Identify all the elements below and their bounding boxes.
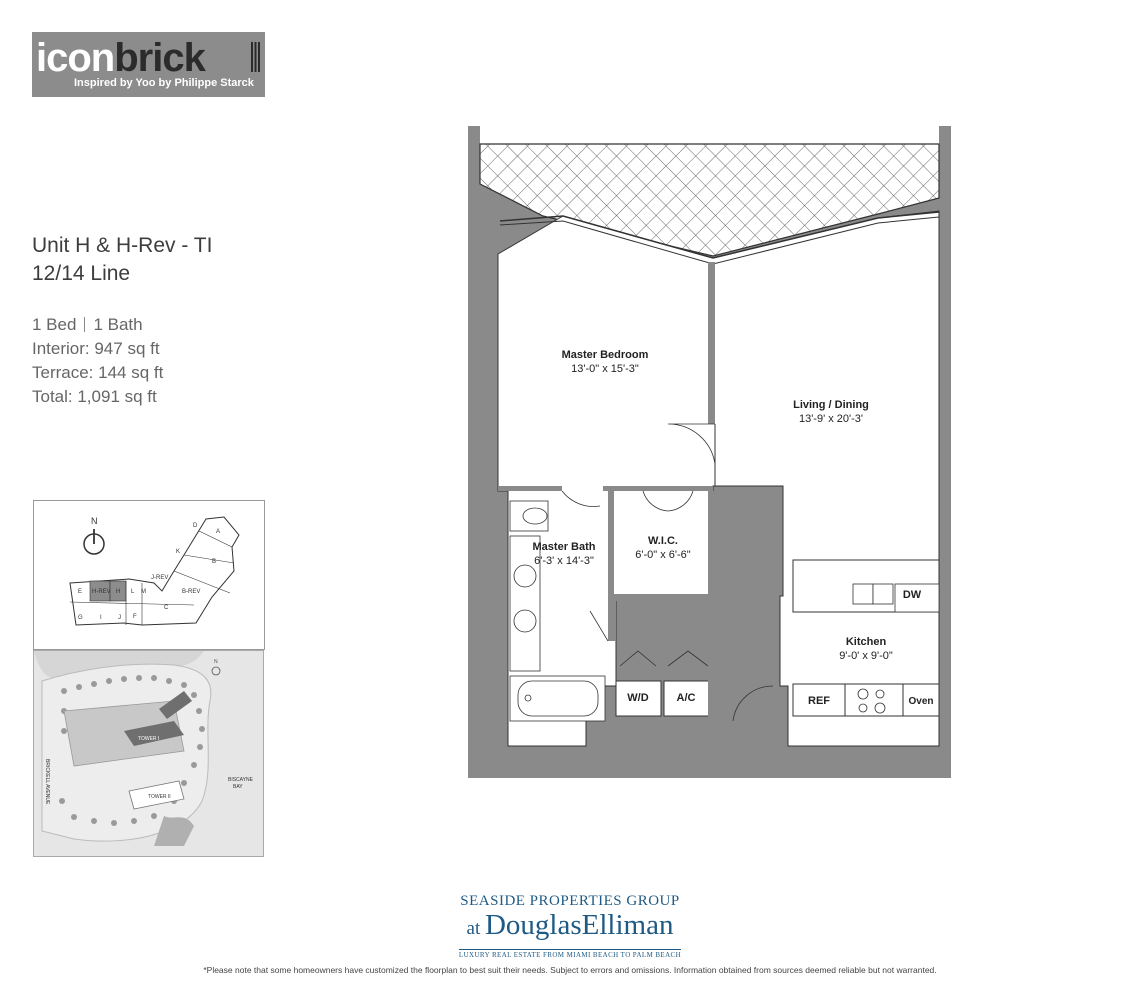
key-plan xyxy=(33,500,265,650)
ac-label: A/C xyxy=(676,692,696,704)
bay-label-2: BAY xyxy=(233,784,243,790)
oven-label: Oven xyxy=(908,696,934,707)
floor-plan xyxy=(468,126,951,778)
key-label-f: F xyxy=(133,614,137,620)
master-bedroom-dims: 13'-0" x 15'-3" xyxy=(571,363,639,375)
master-bath-dims: 6'-3' x 14'-3" xyxy=(534,555,594,567)
key-label-k: K xyxy=(176,549,181,555)
kitchen-sink-icon xyxy=(853,584,873,604)
wd-label: W/D xyxy=(627,692,649,704)
site-plan-drawing xyxy=(34,651,263,856)
douglas-elliman-logo xyxy=(440,893,700,962)
tower-1-label: TOWER I xyxy=(138,736,160,742)
logo-word-icon: icon xyxy=(36,36,115,80)
key-label-l: L xyxy=(131,589,135,595)
kitchen-label: Kitchen xyxy=(845,636,887,648)
street-label: BRICKELL AVENUE xyxy=(44,759,50,805)
key-label-i: I xyxy=(100,615,102,621)
divider xyxy=(84,317,85,332)
ref-label: REF xyxy=(808,695,830,707)
key-label-j: J xyxy=(118,615,121,621)
interior-area: Interior: 947 sq ft xyxy=(32,339,160,358)
disclaimer-text: *Please note that some homeowners have customized the floorplan to best suit their needs. Subject to errors and omissions. Information obtained from sources deemed reliable but not warranted. xyxy=(203,965,937,975)
unit-title-line2: 12/14 Line xyxy=(32,262,131,285)
wic-dims: 6'-0" x 6'-6" xyxy=(635,549,691,561)
icon-brickell-logo xyxy=(32,32,265,97)
bed-bath-line xyxy=(32,313,163,337)
key-label-j-rev: J-REV xyxy=(151,575,169,581)
key-label-e: E xyxy=(78,589,83,595)
unit-title xyxy=(32,232,212,288)
site-plan xyxy=(33,650,264,857)
master-bedroom-label: Master Bedroom xyxy=(561,349,649,361)
total-area: Total: 1,091 sq ft xyxy=(32,387,157,406)
logo-bars-graphic xyxy=(251,42,260,72)
bedroom-living-wall xyxy=(708,262,715,424)
terrace-area: Terrace: 144 sq ft xyxy=(32,363,164,382)
key-label-b: B xyxy=(212,559,217,565)
logo-tagline: Inspired by Yoo by Philippe Starck xyxy=(74,77,254,89)
key-label-h: H xyxy=(116,589,121,595)
floor-plan-drawing xyxy=(468,126,951,778)
tower-2-label: TOWER II xyxy=(148,794,171,800)
bay-label-1: BISCAYNE xyxy=(228,777,253,783)
living-dining-label: Living / Dining xyxy=(793,399,869,411)
key-label-g: G xyxy=(78,615,83,621)
living-dining-dims: 13'-9' x 20'-3' xyxy=(798,413,864,425)
key-label-b-rev: B-REV xyxy=(182,589,201,595)
unit-stats xyxy=(32,313,163,409)
key-label-a: A xyxy=(216,529,221,535)
footer-group-name: SEASIDE PROPERTIES GROUP xyxy=(460,893,680,909)
baths-text: 1 Bath xyxy=(93,315,143,334)
key-label-c: C xyxy=(164,605,169,611)
key-plan-north-label: N xyxy=(91,516,98,526)
key-label-d: D xyxy=(193,523,198,529)
cooktop xyxy=(845,684,903,716)
wic-label: W.I.C. xyxy=(648,535,678,547)
toilet-icon xyxy=(510,501,548,531)
master-bath-label: Master Bath xyxy=(532,541,596,553)
unit-title-line1: Unit H & H-Rev - TI xyxy=(32,234,213,257)
footer-subline: LUXURY REAL ESTATE FROM MIAMI BEACH TO PALM BEACH xyxy=(458,951,682,959)
footer-at: at xyxy=(466,918,485,939)
key-plan-drawing xyxy=(34,501,264,649)
kitchen-dims: 9'-0' x 9'-0" xyxy=(839,650,893,662)
site-north-label: N xyxy=(214,659,218,665)
beds-text: 1 Bed xyxy=(32,315,77,334)
logo-word-brickell: brick xyxy=(114,36,205,80)
key-label-h-rev: H-REV xyxy=(92,589,111,595)
key-label-m: M xyxy=(141,589,146,595)
dw-label: DW xyxy=(902,589,922,601)
north-arrow-icon xyxy=(84,516,104,554)
footer-brand-name: DouglasElliman xyxy=(484,909,674,941)
